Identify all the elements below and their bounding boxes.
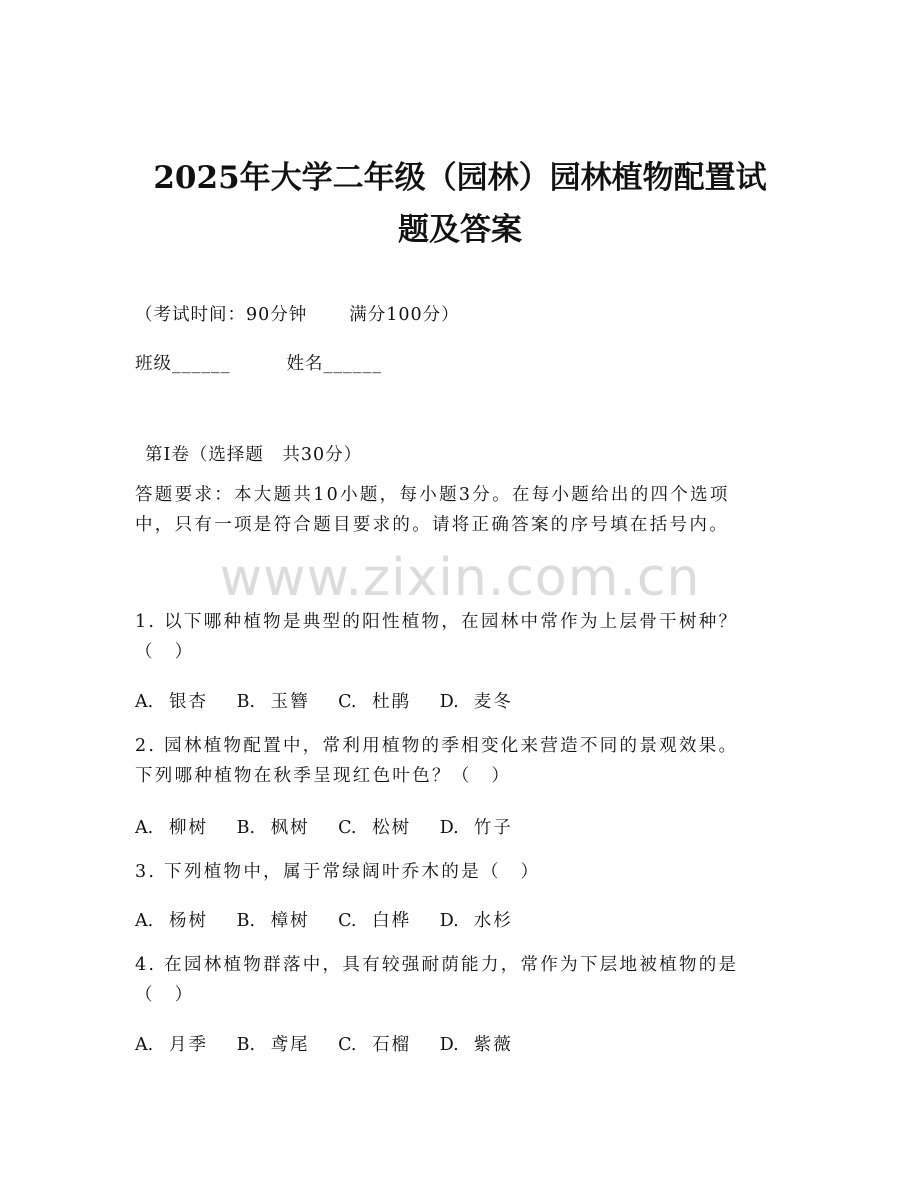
option-text: 樟树 — [270, 911, 310, 931]
title-line-2: 题及答案 — [398, 212, 522, 248]
title-line-1: 2025年大学二年级（园林）园林植物配置试 — [153, 160, 767, 196]
option-letter: A. — [135, 911, 154, 931]
option-text: 石榴 — [372, 1035, 412, 1055]
question-1 — [135, 607, 785, 667]
option-letter: B. — [236, 818, 256, 838]
option-letter: A. — [135, 1035, 154, 1055]
question-2 — [135, 731, 785, 791]
option-text: 竹子 — [473, 818, 513, 838]
option-text: 麦冬 — [473, 692, 513, 712]
question-4-options — [135, 1031, 536, 1056]
option-letter: A. — [135, 818, 154, 838]
option-letter: C. — [338, 1035, 357, 1055]
question-4 — [135, 950, 785, 1010]
question-2-options — [135, 814, 536, 839]
option-text: 月季 — [169, 1035, 208, 1055]
name-field: 姓名______ — [286, 354, 382, 374]
option-text: 枫树 — [270, 818, 310, 838]
option-letter: B. — [236, 911, 256, 931]
option-letter: C. — [338, 911, 357, 931]
instructions-line-2: 中，只有一项是符合题目要求的。请将正确答案的序号填在括号内。 — [135, 515, 729, 535]
option-letter: D. — [439, 818, 459, 838]
option-text: 白桦 — [372, 911, 412, 931]
option-text: 柳树 — [169, 818, 208, 838]
option-letter: D. — [439, 692, 459, 712]
exam-time: （考试时间：90分钟 — [135, 305, 308, 325]
exam-info — [135, 301, 460, 326]
instructions-line-1: 答题要求：本大题共10小题，每小题3分。在每小题给出的四个选项 — [135, 485, 730, 505]
option-text: 杨树 — [169, 911, 208, 931]
option-letter: B. — [236, 692, 256, 712]
option-text: 银杏 — [169, 692, 208, 712]
watermark: www.zixin.com.cn — [219, 548, 701, 608]
student-info — [135, 350, 382, 375]
option-letter: D. — [439, 911, 459, 931]
question-1-line-1: 1. 以下哪种植物是典型的阳性植物，在园林中常作为上层骨干树种？ — [135, 612, 739, 632]
question-1-line-2: （ ） — [135, 642, 195, 662]
option-text: 松树 — [372, 818, 412, 838]
question-2-line-1: 2. 园林植物配置中，常利用植物的季相变化来营造不同的景观效果。 — [135, 736, 739, 756]
class-field: 班级______ — [135, 354, 231, 374]
instructions — [135, 480, 785, 540]
question-3-options — [135, 907, 536, 932]
question-3 — [135, 857, 785, 887]
option-text: 玉簪 — [270, 692, 310, 712]
option-text: 水杉 — [473, 911, 513, 931]
option-text: 杜鹃 — [372, 692, 412, 712]
document-title — [90, 152, 830, 256]
section-title: 第Ⅰ卷（选择题 共30分） — [145, 445, 363, 465]
option-letter: B. — [236, 1035, 256, 1055]
option-text: 紫薇 — [473, 1035, 513, 1055]
question-4-line-2: （ ） — [135, 985, 195, 1005]
question-4-line-1: 4. 在园林植物群落中，具有较强耐荫能力，常作为下层地被植物的是 — [135, 955, 739, 975]
option-letter: C. — [338, 692, 357, 712]
question-3-line-1: 3. 下列植物中，属于常绿阔叶乔木的是（ ） — [135, 862, 541, 882]
full-score: 满分100分） — [349, 305, 460, 325]
option-letter: C. — [338, 818, 357, 838]
question-2-line-2: 下列哪种植物在秋季呈现红色叶色？（ ） — [135, 766, 512, 786]
option-letter: A. — [135, 692, 154, 712]
option-text: 鸢尾 — [270, 1035, 310, 1055]
question-1-options — [135, 688, 536, 713]
option-letter: D. — [439, 1035, 459, 1055]
